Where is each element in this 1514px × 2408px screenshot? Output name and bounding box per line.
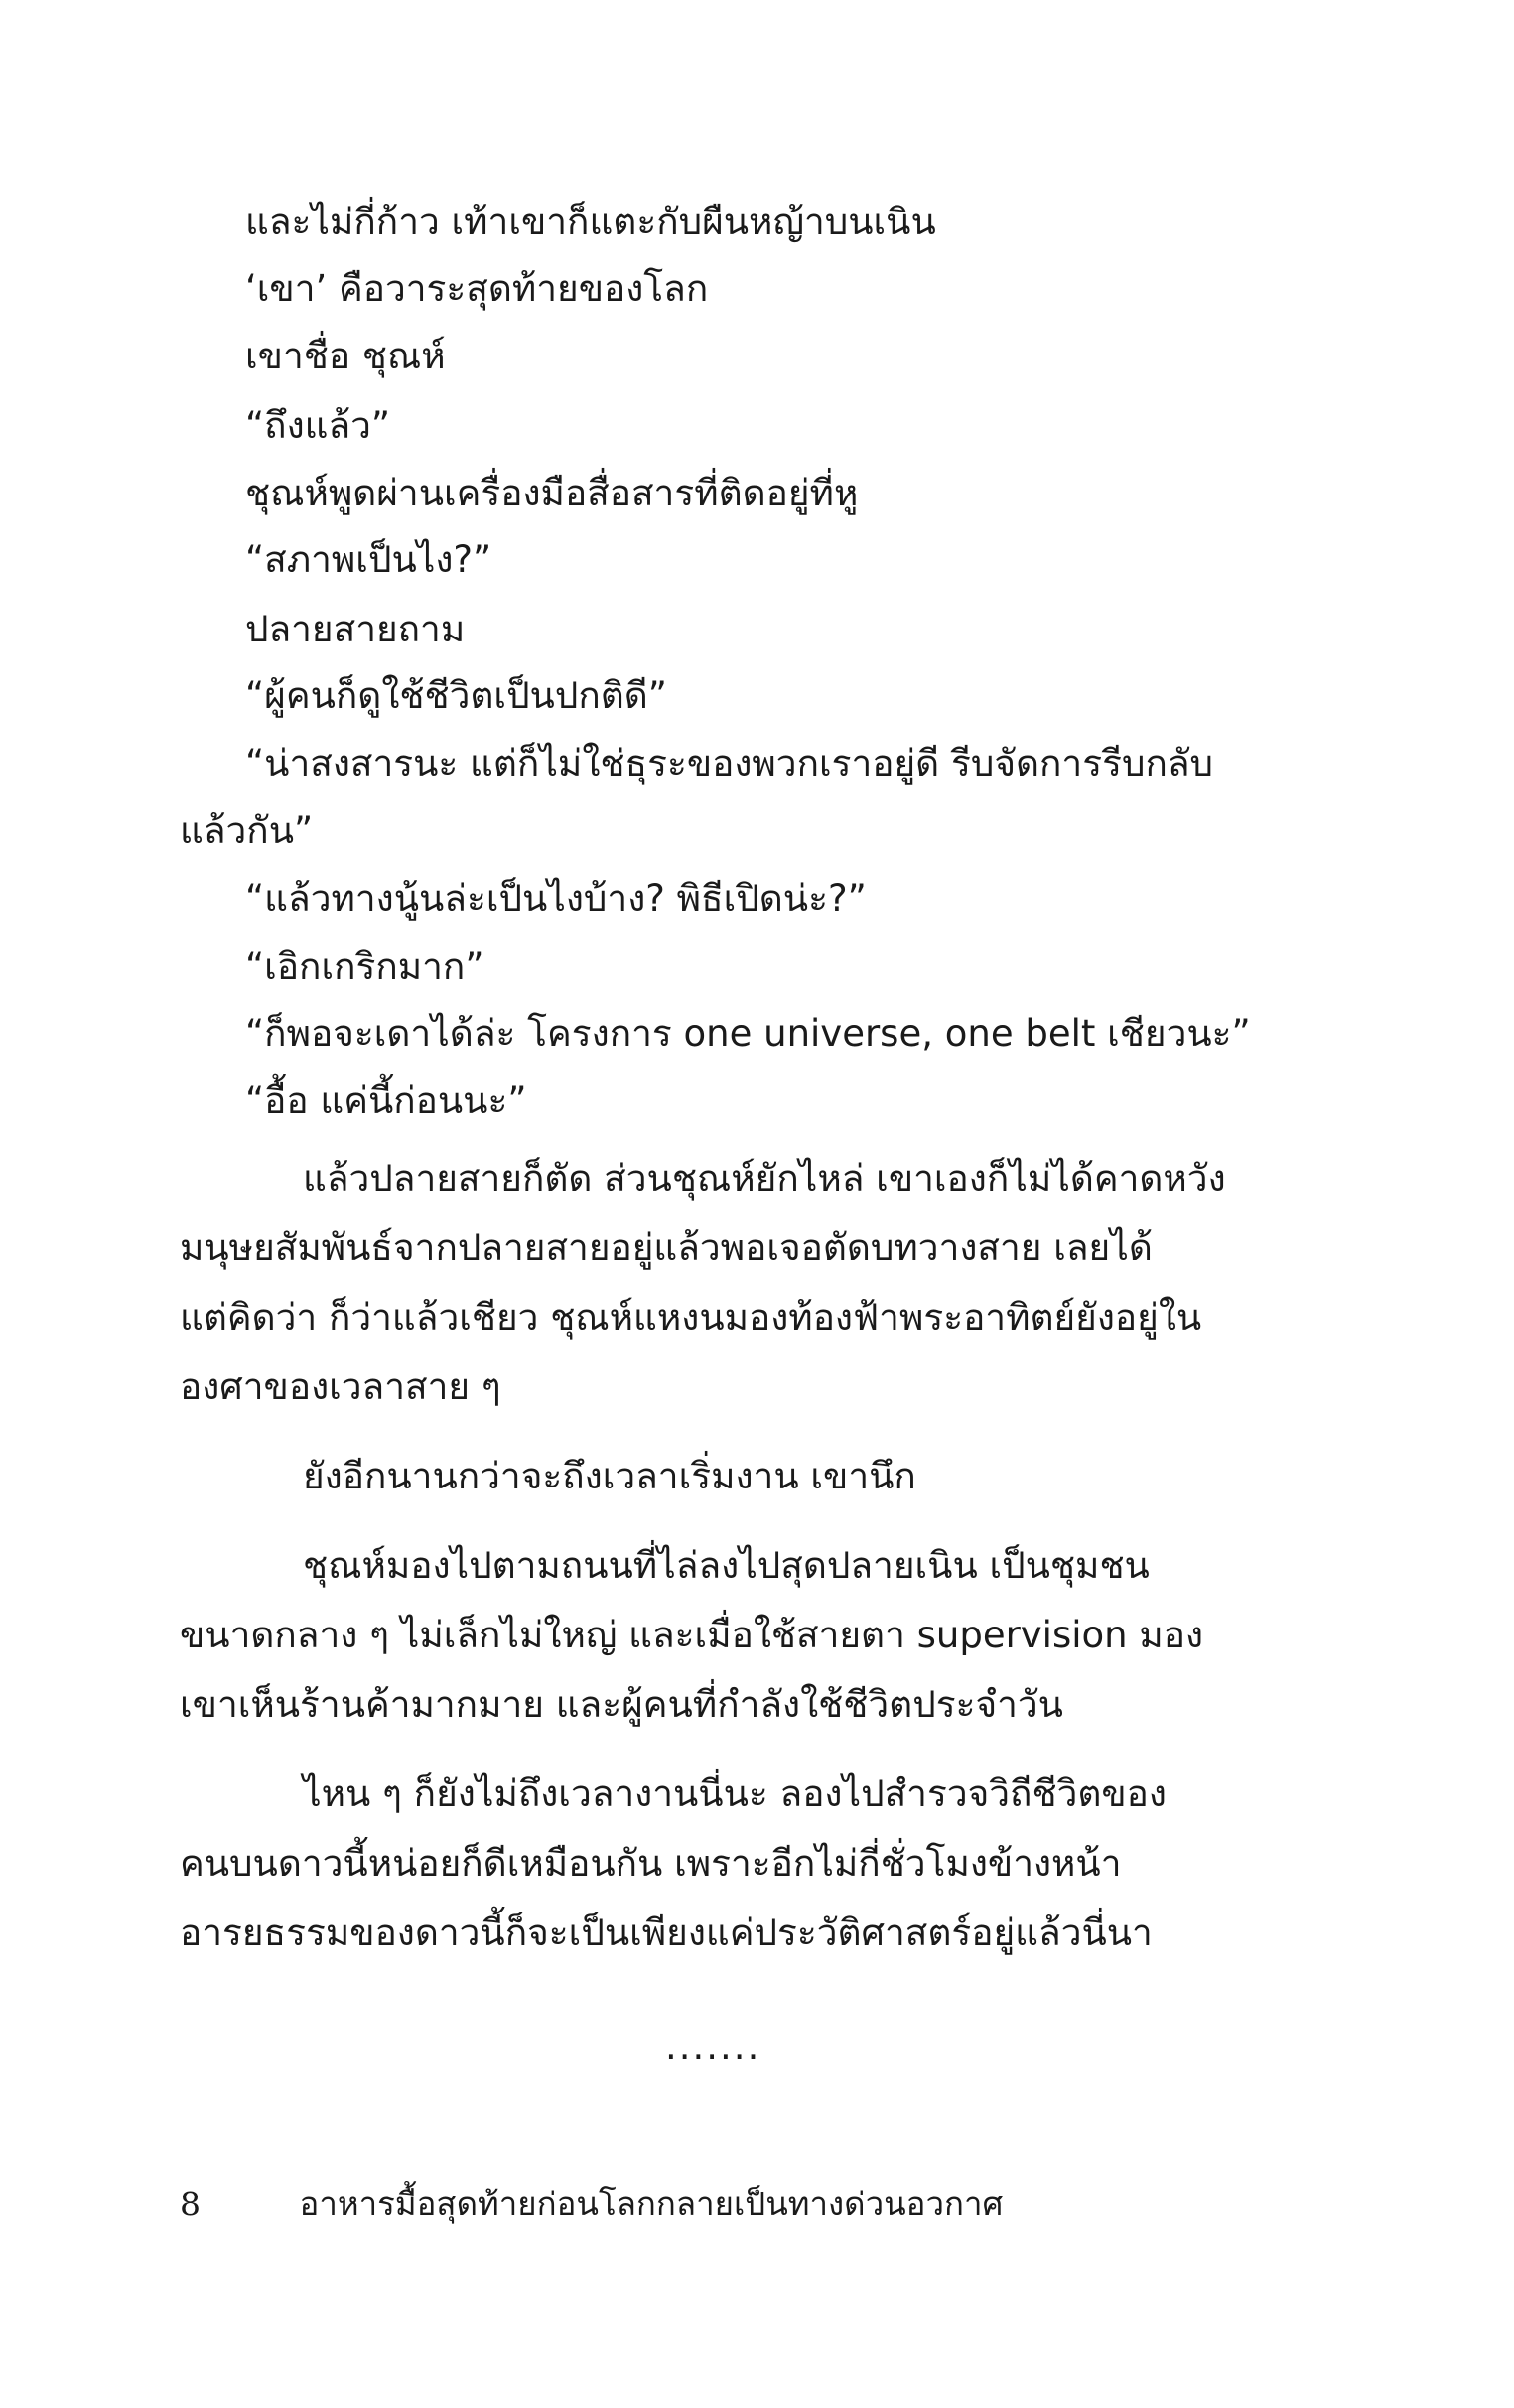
text-line: อารยธรรมของดาวนี้ก็จะเป็นเพียงแค่ประวัติศาสตร์อยู่แล้วนี่นา: [180, 1912, 1153, 1954]
text-line: และไม่กี่ก้าว เท้าเขาก็แตะกับผืนหญ้าบนเนิน: [245, 201, 936, 243]
text-line: องศาของเวลาสาย ๆ: [180, 1365, 501, 1408]
text-line: ชุณห์พูดผ่านเครื่องมือสื่อสารที่ติดอยู่ที่หู: [245, 472, 859, 514]
text-line: ขนาดกลาง ๆ ไม่เล็กไม่ใหญ่ และเมื่อใช้สายตา supervision มอง: [180, 1614, 1204, 1656]
text-line: “ถึงแล้ว”: [245, 404, 391, 447]
text-line: ไหน ๆ ก็ยังไม่ถึงเวลางานนี่นะ ลองไปสำรวจวิถีชีวิตของ: [303, 1772, 1167, 1815]
text-line: ยังอีกนานกว่าจะถึงเวลาเริ่มงาน เขานึก: [303, 1455, 916, 1497]
text-line: “แล้วทางนู้นล่ะเป็นไงบ้าง? พิธีเปิดน่ะ?”: [245, 877, 867, 920]
text-line: “เอิกเกริกมาก”: [245, 945, 484, 988]
text-line: “อื้อ แค่นี้ก่อนนะ”: [245, 1079, 527, 1122]
text-line: ชุณห์มองไปตามถนนที่ไล่ลงไปสุดปลายเนิน เป็นชุมชน: [303, 1544, 1150, 1587]
text-line: “น่าสงสารนะ แต่ก็ไม่ใช่ธุระของพวกเราอยู่ดี รีบจัดการรีบกลับ: [245, 742, 1214, 784]
text-line: ปลายสายถาม: [245, 608, 466, 650]
text-line: เขาเห็นร้านค้ามากมาย และผู้คนที่กำลังใช้ชีวิตประจำวัน: [180, 1683, 1063, 1726]
text-line: แล้วปลายสายก็ตัด ส่วนชุณห์ยักไหล่ เขาเองก็ไม่ได้คาดหวัง: [303, 1157, 1226, 1200]
section-separator: .......: [665, 2026, 761, 2068]
book-title: อาหารมื้อสุดท้ายก่อนโลกกลายเป็นทางด่วนอวกาศ: [299, 2185, 1004, 2223]
page-footer: [180, 2178, 1003, 2230]
page-number: 8: [180, 2185, 201, 2223]
text-line: “ผู้คนก็ดูใช้ชีวิตเป็นปกติดี”: [245, 674, 667, 717]
text-line: ‘เขา’ คือวาระสุดท้ายของโลก: [245, 267, 709, 310]
text-line: แล้วกัน”: [180, 809, 314, 852]
text-line: มนุษยสัมพันธ์จากปลายสายอยู่แล้วพอเจอตัดบทวางสาย เลยได้: [180, 1226, 1153, 1269]
text-line: เขาชื่อ ชุณห์: [245, 335, 446, 377]
text-line: “ก็พอจะเดาได้ล่ะ โครงการ one universe, one belt เชียวนะ”: [245, 1012, 1251, 1055]
text-line: “สภาพเป็นไง?”: [245, 538, 492, 581]
text-line: แต่คิดว่า ก็ว่าแล้วเชียว ชุณห์แหงนมองท้องฟ้าพระอาทิตย์ยังอยู่ใน: [180, 1296, 1202, 1339]
text-line: คนบนดาวนี้หน่อยก็ดีเหมือนกัน เพราะอีกไม่กี่ชั่วโมงข้างหน้า: [180, 1842, 1122, 1885]
